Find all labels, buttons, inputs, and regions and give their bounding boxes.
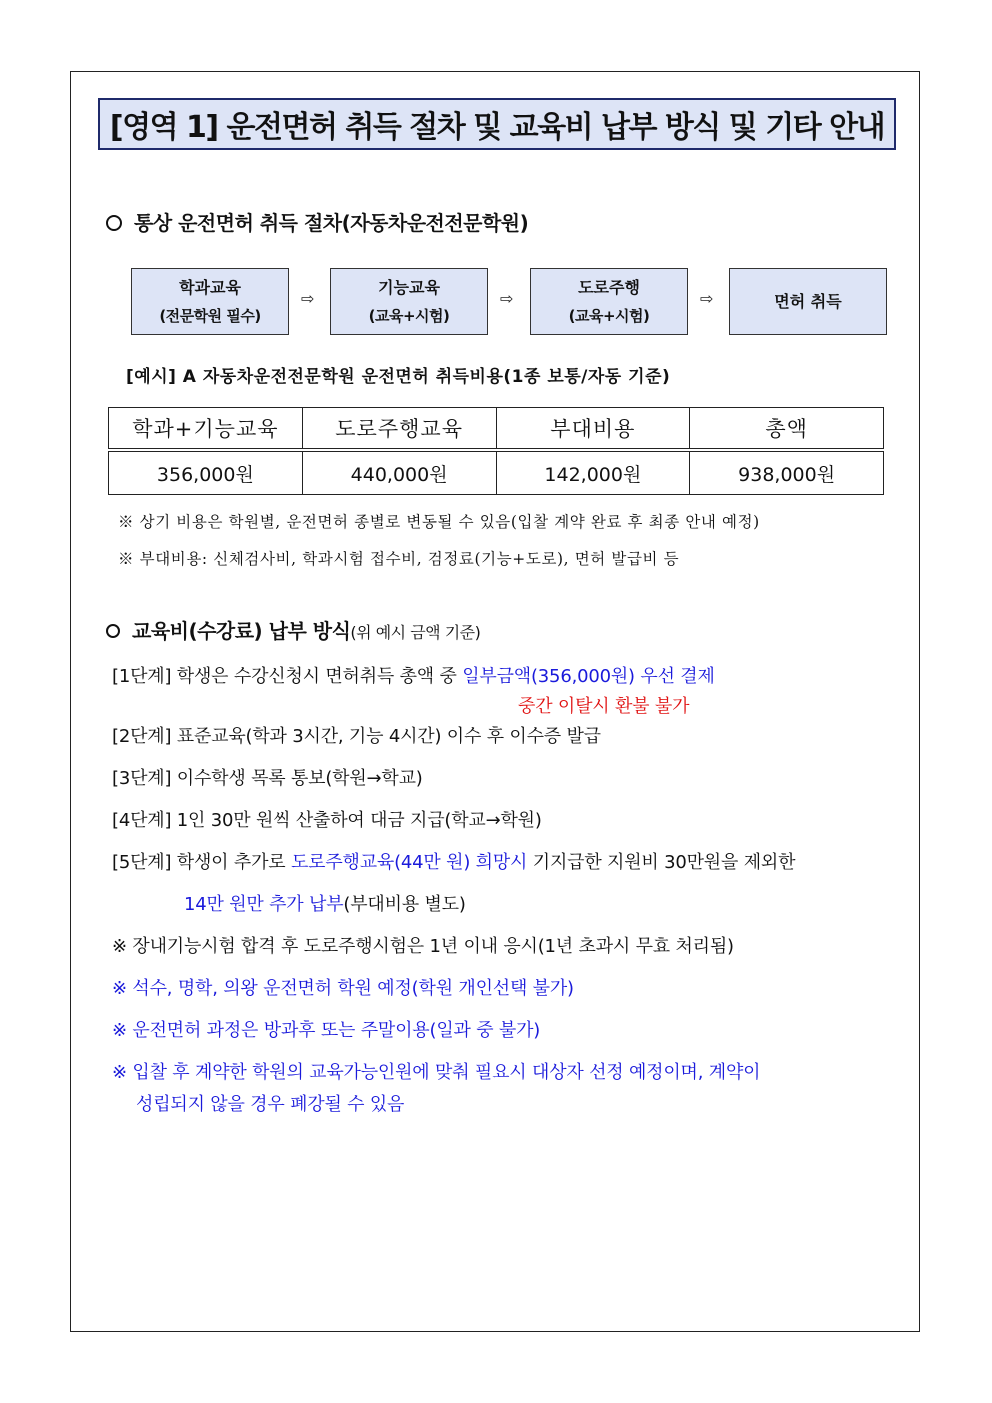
circle-bullet-icon bbox=[106, 624, 120, 638]
table-cell: 356,000원 bbox=[109, 450, 303, 495]
cost-table bbox=[108, 407, 884, 495]
step-subtitle: (교육+시험) bbox=[368, 306, 450, 325]
stage-1 bbox=[112, 662, 715, 688]
footnote-road-test: ※ 장내기능시험 합격 후 도로주행시험은 1년 이내 응시(1년 초과시 무효 처리됨) bbox=[112, 936, 734, 957]
stage-text: (부대비용 별도) bbox=[343, 894, 466, 915]
step-box-road bbox=[530, 268, 688, 335]
table-cell: 142,000원 bbox=[496, 450, 690, 495]
table-header-row bbox=[109, 408, 884, 451]
stage-highlight: 14만 원만 추가 납부 bbox=[184, 894, 344, 915]
right-arrow-icon: ⇨ bbox=[500, 289, 514, 308]
table-cell: 938,000원 bbox=[690, 450, 884, 495]
step-subtitle: (전문학원 필수) bbox=[159, 306, 261, 325]
stage-highlight: 일부금액(356,000원) 우선 결제 bbox=[462, 666, 715, 687]
footnote-capacity: ※ 입찰 후 계약한 학원의 교육가능인원에 맞춰 필요시 대상자 선정 예정이며, 계약이 bbox=[112, 1062, 761, 1083]
step-title: 학과교육 bbox=[179, 277, 241, 297]
footnote-academies: ※ 석수, 명학, 의왕 운전면허 학원 예정(학원 개인선택 불가) bbox=[112, 978, 574, 999]
table-header-cell: 총액 bbox=[690, 408, 884, 451]
page-title: [영역 1] 운전면허 취득 절차 및 교육비 납부 방식 및 기타 안내 bbox=[109, 110, 885, 145]
right-arrow-icon: ⇨ bbox=[700, 289, 714, 308]
stage-highlight: 도로주행교육(44만 원) 희망시 bbox=[290, 852, 528, 873]
footnote-schedule: ※ 운전면허 과정은 방과후 또는 주말이용(일과 중 불가) bbox=[112, 1020, 541, 1041]
section-heading-note: (위 예시 금액 기준) bbox=[350, 623, 481, 642]
stage-5 bbox=[112, 848, 795, 874]
step-subtitle: (교육+시험) bbox=[568, 306, 650, 325]
table-header-cell: 부대비용 bbox=[496, 408, 690, 451]
circle-bullet-icon bbox=[106, 215, 122, 231]
cost-note: ※ 상기 비용은 학원별, 운전면허 종별로 변동될 수 있음(입찰 계약 완료 후 최종 안내 예정) bbox=[118, 513, 760, 531]
extra-cost-note: ※ 부대비용: 신체검사비, 학과시험 접수비, 검정료(기능+도로), 면허 발급비 등 bbox=[118, 550, 680, 568]
step-title: 기능교육 bbox=[378, 277, 440, 297]
section-heading-text: 통상 운전면허 취득 절차(자동차운전전문학원) bbox=[134, 211, 529, 235]
right-arrow-icon: ⇨ bbox=[301, 289, 315, 308]
stage-text: [1단계] 학생은 수강신청시 면허취득 총액 중 bbox=[112, 666, 463, 687]
example-caption: [예시] A 자동차운전전문학원 운전면허 취득비용(1종 보통/자동 기준) bbox=[126, 367, 671, 387]
table-row bbox=[109, 450, 884, 495]
table-cell: 440,000원 bbox=[302, 450, 496, 495]
step-title: 면허 취득 bbox=[774, 291, 842, 311]
table-header-cell: 도로주행교육 bbox=[302, 408, 496, 451]
section-heading-payment bbox=[106, 615, 480, 644]
step-box-theory bbox=[131, 268, 289, 335]
stage-3: [3단계] 이수학생 목록 통보(학원→학교) bbox=[112, 768, 423, 789]
section-heading-procedure bbox=[106, 207, 528, 236]
stage-text: [5단계] 학생이 추가로 bbox=[112, 852, 291, 873]
step-title: 도로주행 bbox=[578, 277, 640, 297]
stage-5-continued bbox=[184, 890, 466, 916]
footnote-capacity-continued: 성립되지 않을 경우 폐강될 수 있음 bbox=[136, 1094, 405, 1115]
stage-1-warning: 중간 이탈시 환불 불가 bbox=[518, 696, 690, 717]
table-header-cell: 학과+기능교육 bbox=[109, 408, 303, 451]
section-heading-text: 교육비(수강료) 납부 방식 bbox=[132, 619, 351, 643]
step-box-license bbox=[729, 268, 887, 335]
step-box-skill bbox=[330, 268, 488, 335]
title-banner bbox=[98, 98, 896, 150]
stage-text: 기지급한 지원비 30만원을 제외한 bbox=[527, 852, 796, 873]
stage-2: [2단계] 표준교육(학과 3시간, 기능 4시간) 이수 후 이수증 발급 bbox=[112, 726, 601, 747]
page-frame bbox=[70, 71, 920, 1332]
stage-4: [4단계] 1인 30만 원씩 산출하여 대금 지급(학교→학원) bbox=[112, 810, 542, 831]
